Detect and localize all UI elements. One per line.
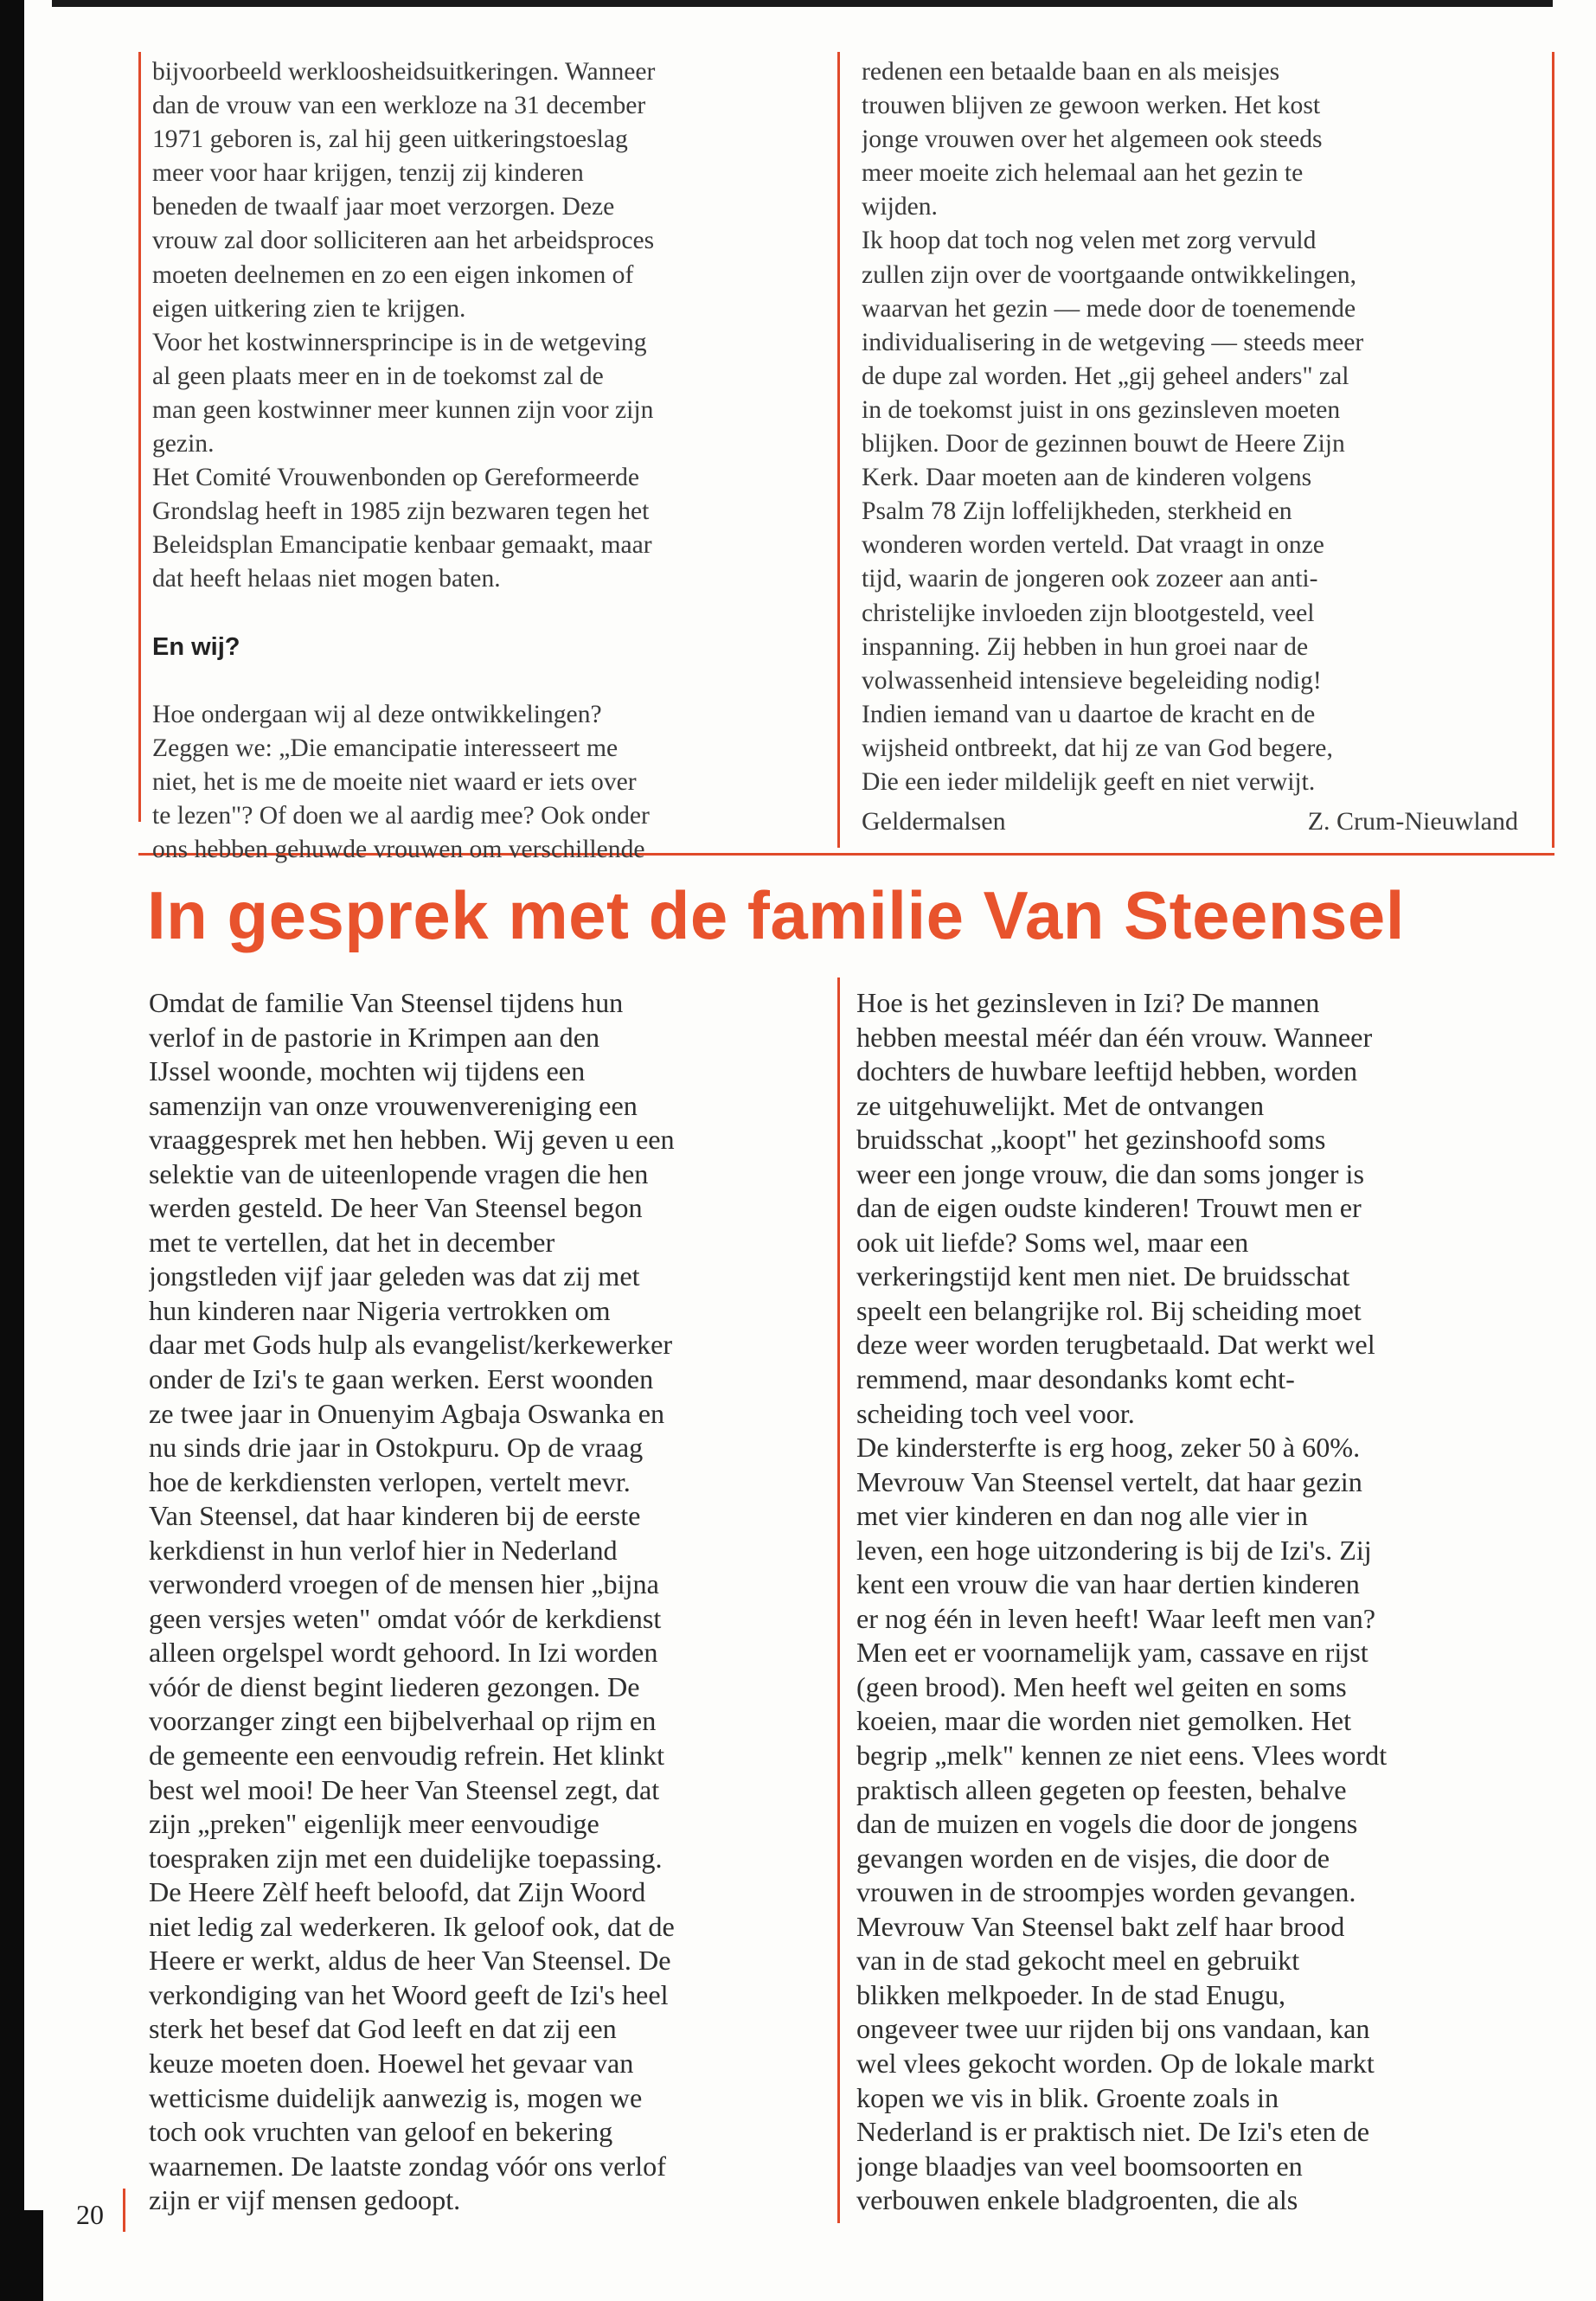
text-line: 1971 geboren is, zal hij geen uitkeringstoeslag — [152, 125, 628, 154]
section-heading: En wij? — [152, 632, 240, 661]
text-line: dan de eigen oudste kinderen! Trouwt men er — [856, 1192, 1362, 1224]
rule-column-divider-lower — [837, 977, 840, 2223]
text-line: werden gesteld. De heer Van Steensel begon — [149, 1192, 643, 1224]
text-line: begrip „melk" kennen ze niet eens. Vlees wordt — [856, 1740, 1388, 1772]
text-line: wijsheid ontbreekt, dat hij ze van God begere, — [862, 734, 1333, 762]
rule-left-upper — [138, 52, 141, 822]
text-line: vóór de dienst begint liederen gezongen. De — [149, 1670, 640, 1702]
scan-edge-left — [0, 0, 24, 2301]
text-line: Nederland is er praktisch niet. De Izi's eten de — [856, 2116, 1369, 2148]
text-line: wel vlees gekocht worden. Op de lokale markt — [856, 2047, 1375, 2079]
text-line: man geen kostwinner meer kunnen zijn voor zijn — [152, 395, 654, 424]
text-line: dat heeft helaas niet mogen baten. — [152, 565, 501, 593]
text-line: Van Steensel, dat haar kinderen bij de eerste — [149, 1500, 641, 1532]
text-line: trouwen blijven ze gewoon werken. Het kost — [862, 92, 1321, 120]
text-line: zijn „preken" eigenlijk meer eenvoudige — [149, 1808, 599, 1840]
text-line: kopen we vis in blik. Groente zoals in — [856, 2081, 1279, 2113]
article-right-column — [856, 986, 1540, 2218]
text-line: Die een ieder mildelijk geeft en niet verwijt. — [862, 767, 1316, 796]
top-left-column — [152, 55, 818, 867]
text-line: IJssel woonde, mochten wij tijdens een — [149, 1055, 586, 1087]
text-line: vraaggesprek met hen hebben. Wij geven u een — [149, 1124, 675, 1156]
text-line: dan de vrouw van een werkloze na 31 december — [152, 92, 646, 120]
text-line: dan de muizen en vogels die door de jongens — [856, 1808, 1358, 1840]
text-line: ze twee jaar in Onuenyim Agbaja Oswanka en — [149, 1397, 665, 1429]
text-line: zijn er vijf mensen gedoopt. — [149, 2184, 461, 2216]
text-line: ongeveer twee uur rijden bij ons vandaan, kan — [856, 2013, 1370, 2045]
text-line: eigen uitkering zien te krijgen. — [152, 294, 466, 323]
text-line: onder de Izi's te gaan werken. Eerst woonden — [149, 1363, 654, 1395]
text-line: moeten deelnemen en zo een eigen inkomen of — [152, 260, 634, 289]
text-line: (geen brood). Men heeft wel geiten en soms — [856, 1670, 1347, 1702]
text-line: Voor het kostwinnersprincipe is in de wetgeving — [152, 328, 647, 356]
text-line: hun kinderen naar Nigeria vertrokken om — [149, 1294, 611, 1326]
text-line: koeien, maar die worden niet gemolken. Het — [856, 1705, 1352, 1737]
text-line: jongstleden vijf jaar geleden was dat zij met — [149, 1260, 640, 1292]
text-line: er nog één in leven heeft! Waar leeft men van? — [856, 1602, 1376, 1634]
text-line: meer moeite zich helemaal aan het gezin te — [862, 159, 1304, 188]
rule-right-upper — [1552, 52, 1554, 848]
article-title: In gesprek met de familie Van Steensel — [147, 877, 1405, 953]
text-line: christelijke invloeden zijn blootgesteld, veel — [862, 599, 1315, 627]
text-line: volwassenheid intensieve begeleiding nodig! — [862, 666, 1322, 695]
text-line: best wel mooi! De heer Van Steensel zegt, dat — [149, 1773, 660, 1805]
text-line: hoe de kerkdiensten verlopen, vertelt mevr. — [149, 1465, 631, 1497]
scan-edge-bottom — [24, 2210, 43, 2301]
text-line: De kindersterfte is erg hoog, zeker 50 à 60%. — [856, 1432, 1361, 1464]
text-line: redenen een betaalde baan en als meisjes — [862, 58, 1280, 86]
article-left-column — [149, 986, 828, 2218]
text-line: inspanning. Zij hebben in hun groei naar de — [862, 632, 1309, 661]
text-line: met vier kinderen en dan nog alle vier in — [856, 1500, 1308, 1532]
text-line: Indien iemand van u daartoe de kracht en de — [862, 700, 1316, 728]
text-line: samenzijn van onze vrouwenvereniging een — [149, 1089, 638, 1121]
text-line: Mevrouw Van Steensel vertelt, dat haar gezin — [856, 1465, 1362, 1497]
text-line: Kerk. Daar moeten aan de kinderen volgens — [862, 464, 1312, 492]
text-line: leven, een hoge uitzondering is bij de Izi's. Zij — [856, 1534, 1372, 1566]
text-line: ons hebben gehuwde vrouwen om verschillende — [152, 836, 645, 864]
text-line: blikken melkpoeder. In de stad Enugu, — [856, 1978, 1286, 2010]
text-line: wonderen worden verteld. Dat vraagt in onze — [862, 531, 1324, 560]
rule-column-divider-upper — [837, 52, 840, 848]
scan-edge-top — [52, 0, 1553, 7]
text-line: al geen plaats meer en in de toekomst zal de — [152, 362, 604, 390]
text-line: niet ledig zal wederkeren. Ik geloof ook, dat de — [149, 1910, 675, 1942]
text-line: Beleidsplan Emancipatie kenbaar gemaakt, maar — [152, 531, 652, 560]
text-line: Ik hoop dat toch nog velen met zorg vervuld — [862, 227, 1317, 255]
text-line: zullen zijn over de voortgaande ontwikkelingen, — [862, 260, 1356, 289]
top-right-column — [862, 55, 1536, 799]
text-line: speelt een belangrijke rol. Bij scheiding moet — [856, 1294, 1362, 1326]
text-line: daar met Gods hulp als evangelist/kerkewerker — [149, 1329, 673, 1361]
text-line: geen versjes weten" omdat vóór de kerkdienst — [149, 1602, 662, 1634]
text-line: weer een jonge vrouw, die dan soms jonger is — [856, 1157, 1364, 1189]
text-line: toespraken zijn met een duidelijke toepassing. — [149, 1842, 663, 1874]
text-line: scheiding toch veel voor. — [856, 1397, 1135, 1429]
text-line: kerkdienst in hun verlof hier in Nederland — [149, 1534, 618, 1566]
text-line: te lezen"? Of doen we al aardig mee? Ook onder — [152, 802, 650, 830]
text-line: selektie van de uiteenlopende vragen die hen — [149, 1157, 649, 1189]
text-line: gezin. — [152, 430, 215, 458]
text-line: Grondslag heeft in 1985 zijn bezwaren tegen het — [152, 497, 650, 526]
text-line: verwonderd vroegen of de mensen hier „bijna — [149, 1568, 659, 1600]
text-line: wetticisme duidelijk aanwezig is, mogen we — [149, 2081, 643, 2113]
text-line: blijken. Door de gezinnen bouwt de Heere Zijn — [862, 430, 1345, 458]
text-line: Omdat de familie Van Steensel tijdens hun — [149, 987, 624, 1018]
text-line: Heere er werkt, aldus de heer Van Steensel. De — [149, 1945, 671, 1977]
text-line: bruidsschat „koopt" het gezinshoofd soms — [856, 1124, 1326, 1156]
text-line: voorzanger zingt een bijbelverhaal op rijm en — [149, 1705, 657, 1737]
text-line: keuze moeten doen. Hoewel het gevaar van — [149, 2047, 634, 2079]
signature-place: Geldermalsen — [862, 807, 1006, 836]
rule-left-lower — [123, 2189, 125, 2232]
text-line: jonge blaadjes van veel boomsoorten en — [856, 2150, 1303, 2182]
text-line: bijvoorbeeld werkloosheidsuitkeringen. Wanneer — [152, 58, 656, 86]
text-line: de dupe zal worden. Het „gij geheel anders" zal — [862, 362, 1349, 390]
text-line: individualisering in de wetgeving — steeds meer — [862, 328, 1364, 356]
text-line: meer voor haar krijgen, tenzij zij kinderen — [152, 159, 584, 188]
text-line: in de toekomst juist in ons gezinsleven moeten — [862, 395, 1341, 424]
text-line: toch ook vruchten van geloof en bekering — [149, 2116, 613, 2148]
text-line: deze weer worden terugbetaald. Dat werkt wel — [856, 1329, 1375, 1361]
text-line: De Heere Zèlf heeft beloofd, dat Zijn Woord — [149, 1876, 646, 1908]
paragraph-gap — [152, 664, 818, 698]
signature-name: Z. Crum-Nieuwland — [1307, 807, 1518, 836]
text-line: beneden de twaalf jaar moet verzorgen. Deze — [152, 193, 615, 221]
text-line: waarnemen. De laatste zondag vóór ons verlof — [149, 2150, 666, 2182]
text-line: Zeggen we: „Die emancipatie interesseert me — [152, 734, 619, 762]
text-line: tijd, waarin de jongeren ook zozeer aan anti- — [862, 565, 1318, 593]
text-line: dochters de huwbare leeftijd hebben, worden — [856, 1055, 1358, 1087]
text-line: praktisch alleen gegeten op feesten, behalve — [856, 1773, 1347, 1805]
text-line: remmend, maar desondanks komt echt- — [856, 1363, 1295, 1395]
text-line: verkeringstijd kent men niet. De bruidsschat — [856, 1260, 1350, 1292]
text-line: Psalm 78 Zijn loffelijkheden, sterkheid en — [862, 497, 1292, 526]
text-line: alleen orgelspel wordt gehoord. In Izi worden — [149, 1637, 658, 1669]
text-line: gevangen worden en de visjes, die door de — [856, 1842, 1330, 1874]
text-line: niet, het is me de moeite niet waard er iets over — [152, 767, 637, 796]
text-line: Hoe ondergaan wij al deze ontwikkelingen? — [152, 700, 602, 728]
text-line: de gemeente een eenvoudig refrein. Het klinkt — [149, 1740, 665, 1772]
text-line: jonge vrouwen over het algemeen ook steeds — [862, 125, 1323, 154]
text-line: met te vertellen, dat het in december — [149, 1226, 555, 1258]
text-line: waarvan het gezin — mede door de toenemende — [862, 294, 1356, 323]
text-line: hebben meestal méér dan één vrouw. Wanneer — [856, 1021, 1373, 1053]
text-line: verbouwen enkele bladgroenten, die als — [856, 2184, 1298, 2216]
page-number: 20 — [76, 2199, 104, 2230]
text-line: Het Comité Vrouwenbonden op Gereformeerde — [152, 464, 640, 492]
text-line: Hoe is het gezinsleven in Izi? De mannen — [856, 987, 1320, 1018]
text-line: Men eet er voornamelijk yam, cassave en rijst — [856, 1637, 1368, 1669]
text-line: vrouw zal door solliciteren aan het arbeidsproces — [152, 227, 655, 255]
text-line: verkondiging van het Woord geeft de Izi's heel — [149, 1978, 669, 2010]
text-line: ze uitgehuwelijkt. Met de ontvangen — [856, 1089, 1265, 1121]
text-line: ook uit liefde? Soms wel, maar een — [856, 1226, 1249, 1258]
text-line: nu sinds drie jaar in Ostokpuru. Op de vraag — [149, 1432, 644, 1464]
text-line: wijden. — [862, 193, 938, 221]
text-line: sterk het besef dat God leeft en dat zij een — [149, 2013, 617, 2045]
text-line: kent een vrouw die van haar dertien kinderen — [856, 1568, 1360, 1600]
text-line: van in de stad gekocht meel en gebruikt — [856, 1945, 1300, 1977]
paragraph-gap — [152, 597, 818, 631]
text-line: Mevrouw Van Steensel bakt zelf haar brood — [856, 1910, 1345, 1942]
text-line: verlof in de pastorie in Krimpen aan den — [149, 1021, 600, 1053]
text-line: vrouwen in de stroompjes worden gevangen. — [856, 1876, 1356, 1908]
